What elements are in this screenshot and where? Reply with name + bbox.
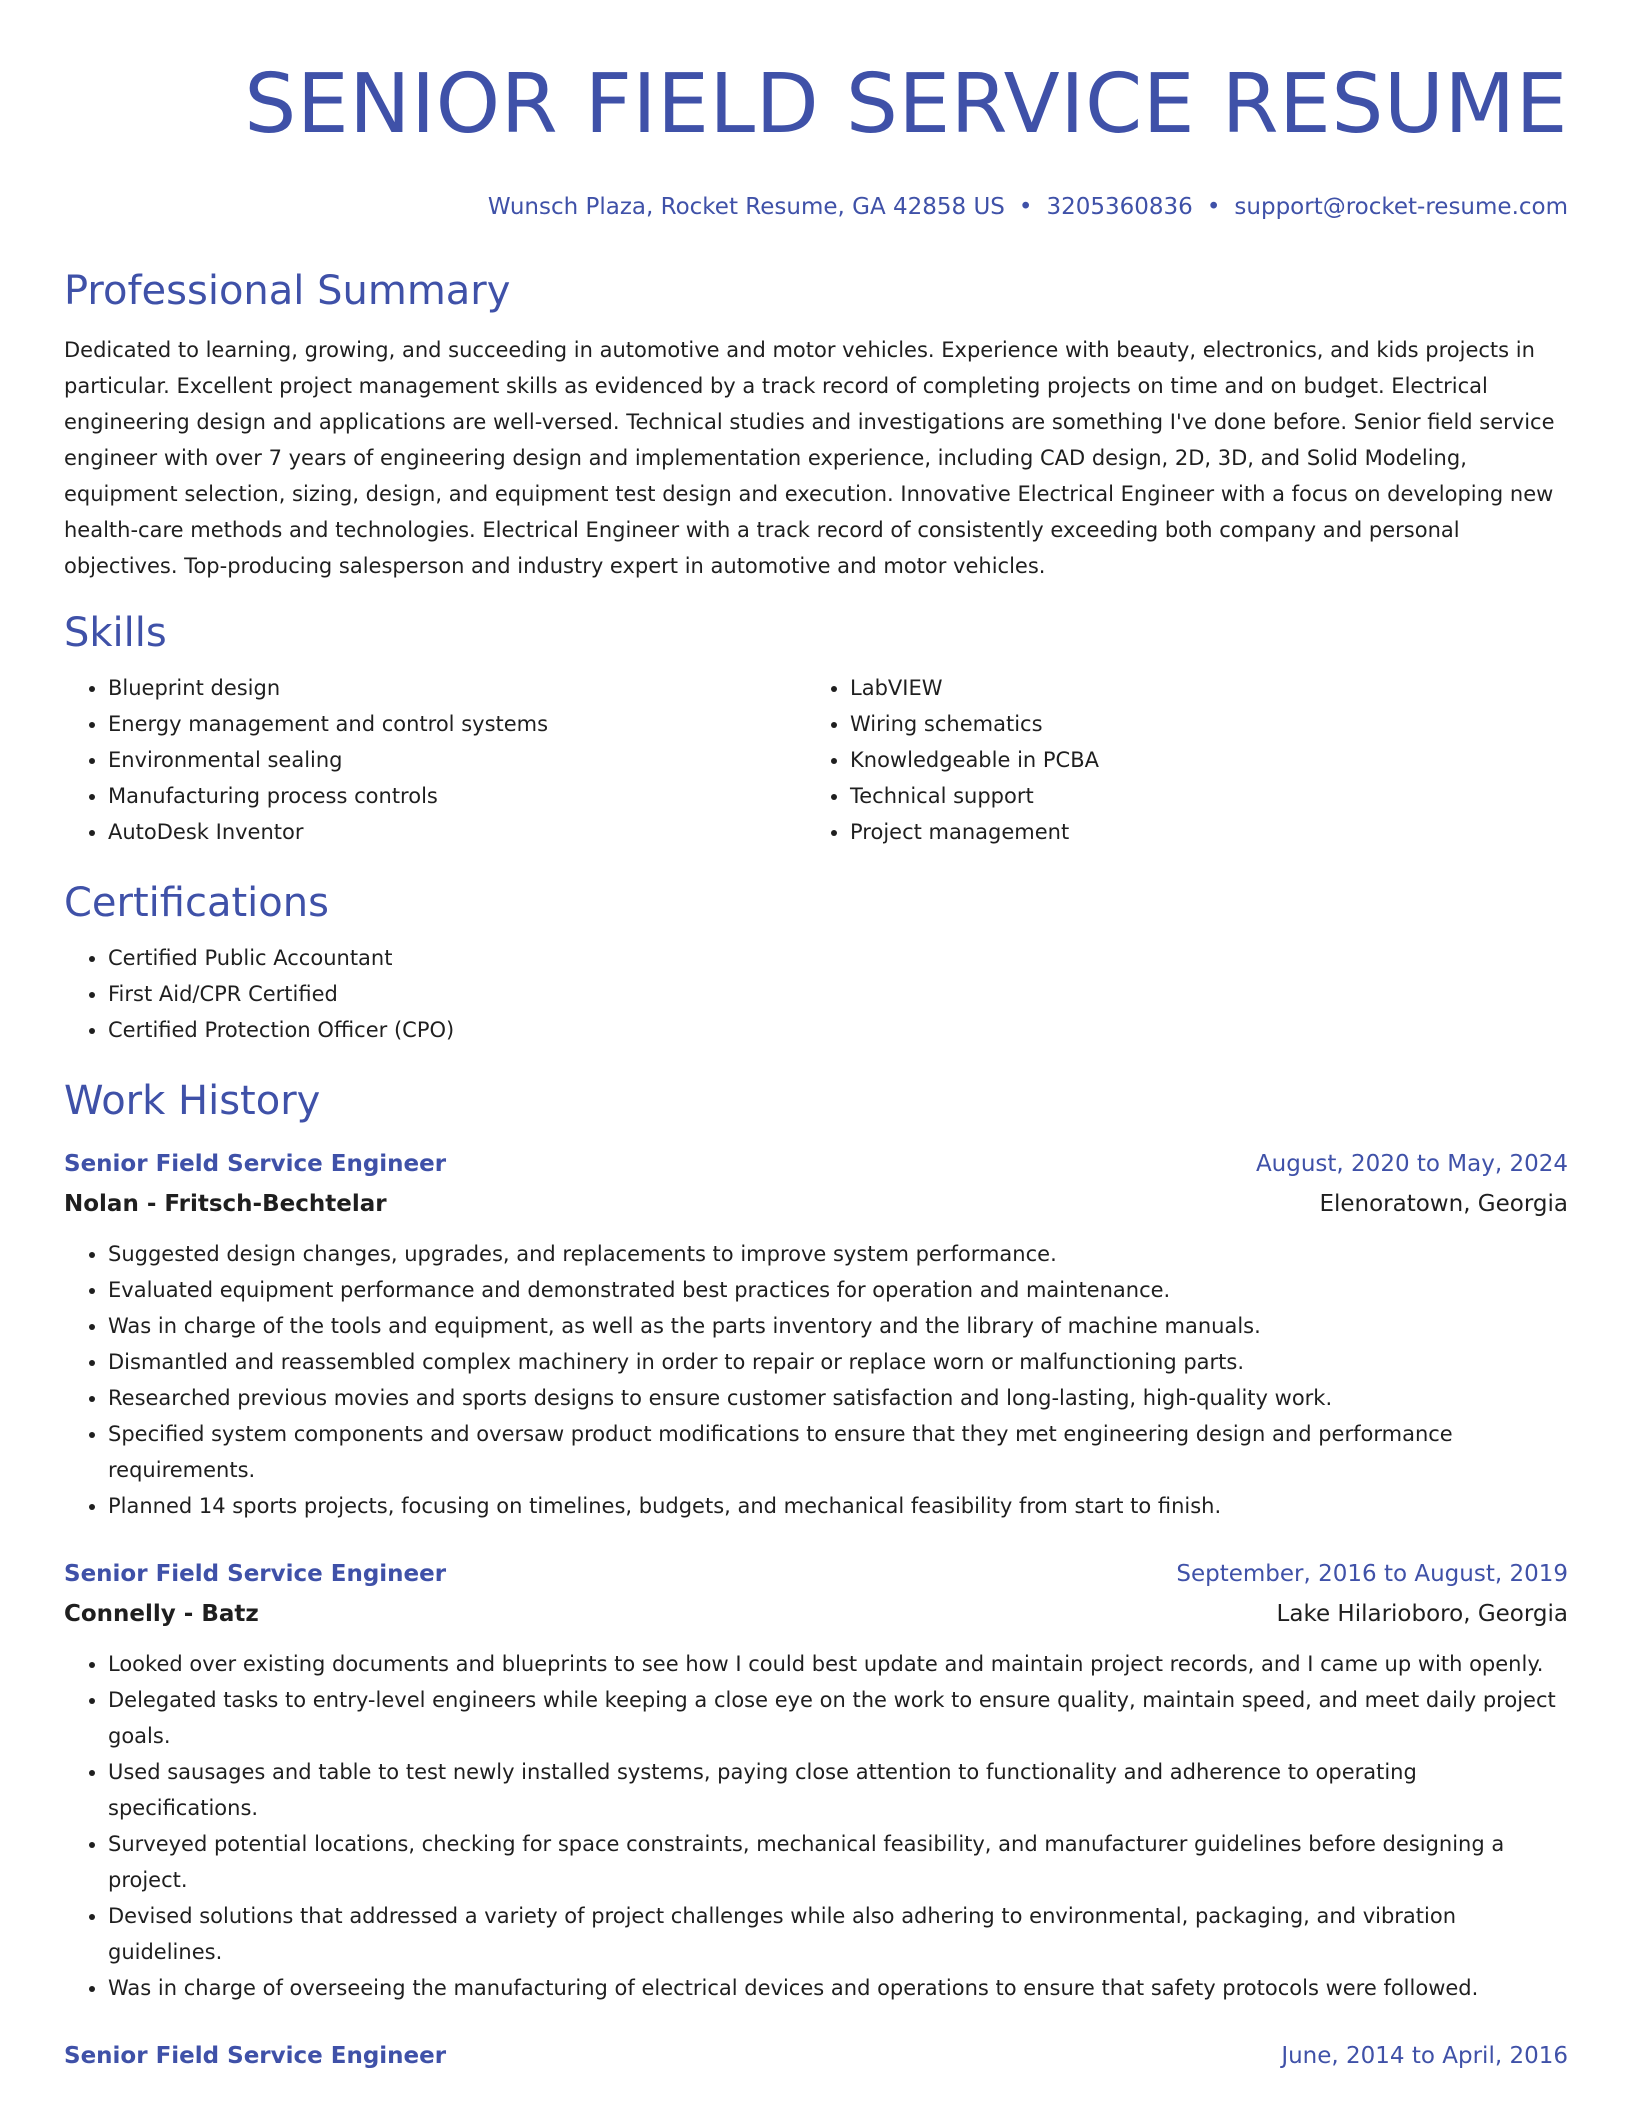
job-header: [64, 1554, 1568, 1594]
job-entry: [64, 1554, 1568, 2006]
job-duty: • Suggested design changes, upgrades, and replacements to improve system performance.: [108, 1236, 1568, 1272]
work-history-heading: Work History: [64, 1078, 321, 1124]
certification-item: • Certified Protection Officer (CPO): [108, 1012, 1568, 1048]
skills-column-right: [806, 670, 1548, 850]
job-company: Nolan - Fritsch-Bechtelar: [64, 1191, 387, 1217]
skill-item: • Knowledgeable in PCBA: [850, 742, 1548, 778]
skills-grid: [64, 670, 1568, 850]
skill-item: • Blueprint design: [108, 670, 806, 706]
certification-item: • First Aid/CPR Certified: [108, 976, 1568, 1012]
job-subheader: [64, 1594, 1568, 1634]
summary-heading: Professional Summary: [64, 268, 511, 314]
contact-phone: 3205360836: [1046, 194, 1193, 220]
job-entry: [64, 1144, 1568, 1524]
job-dates: June, 2014 to April, 2016: [1281, 2043, 1568, 2069]
job-header: [64, 2036, 1568, 2076]
summary-text: Dedicated to learning, growing, and succeeding in automotive and motor vehicles. Experience with beauty, electronics, and kids projects in particular. Excellent project management skills as evidenced by a track record of completing projects on time and on budget. Electrical engineering design and applications are well-versed. Technical studies and investigations are something I've done before. Senior field service engineer with over 7 years of engineering design and implementation experience, including CAD design, 2D, 3D, and Solid Modeling, equipment selection, sizing, design, and equipment test design and execution. Innovative Electrical Engineer with a focus on developing new health-care methods and technologies. Electrical Engineer with a track record of consistently exceeding both company and personal objectives. Top-producing salesperson and industry expert in automotive and motor vehicles.: [64, 338, 1555, 578]
job-role: Senior Field Service Engineer: [64, 2043, 447, 2069]
skills-column-left: [64, 670, 806, 850]
skills-heading: Skills: [64, 610, 167, 656]
job-subheader: [64, 1184, 1568, 1224]
job-role: Senior Field Service Engineer: [64, 1561, 447, 1587]
job-duty: • Was in charge of overseeing the manufacturing of electrical devices and operations to ensure that safety protocols were followed.: [108, 1970, 1568, 2006]
job-company: Connelly - Batz: [64, 1601, 259, 1627]
skill-item: • AutoDesk Inventor: [108, 814, 806, 850]
job-duty: • Specified system components and oversaw product modifications to ensure that they met engineering design and performance requirements.: [108, 1416, 1568, 1488]
job-duty: • Planned 14 sports projects, focusing on timelines, budgets, and mechanical feasibility from start to finish.: [108, 1488, 1568, 1524]
job-duty: • Used sausages and table to test newly installed systems, paying close attention to functionality and adherence to operating specifications.: [108, 1754, 1568, 1826]
skill-item: • Technical support: [850, 778, 1548, 814]
job-duty: • Researched previous movies and sports designs to ensure customer satisfaction and long-lasting, high-quality work.: [108, 1380, 1568, 1416]
resume-title: SENIOR FIELD SERVICE RESUME: [244, 57, 1568, 152]
job-dates: September, 2016 to August, 2019: [1176, 1561, 1568, 1587]
certifications-heading: Certifications: [64, 880, 329, 926]
job-duty: • Delegated tasks to entry-level engineers while keeping a close eye on the work to ensure quality, maintain speed, and meet daily project goals.: [108, 1682, 1568, 1754]
skills-list-right: [806, 670, 1548, 850]
job-duty: • Surveyed potential locations, checking for space constraints, mechanical feasibility, and manufacturer guidelines before designing a project.: [108, 1826, 1568, 1898]
job-location: Lake Hilarioboro, Georgia: [1276, 1601, 1568, 1627]
job-entry: [64, 2036, 1568, 2076]
contact-email: support@rocket-resume.com: [1234, 194, 1568, 220]
contact-address: Wunsch Plaza, Rocket Resume, GA 42858 US: [487, 194, 1005, 220]
job-role: Senior Field Service Engineer: [64, 1151, 447, 1177]
contact-separator: •: [1206, 194, 1221, 220]
job-dates: August, 2020 to May, 2024: [1255, 1151, 1568, 1177]
job-duty: • Looked over existing documents and blueprints to see how I could best update and maintain project records, and I came up with openly.: [108, 1646, 1568, 1682]
job-duties-list: [64, 1236, 1568, 1524]
skill-item: • Project management: [850, 814, 1548, 850]
job-duties-list: [64, 1646, 1568, 2006]
job-duty: • Evaluated equipment performance and demonstrated best practices for operation and maintenance.: [108, 1272, 1568, 1308]
certification-item: • Certified Public Accountant: [108, 940, 1568, 976]
contact-line: [64, 192, 1568, 222]
contact-separator: •: [1018, 194, 1033, 220]
job-location: Elenoratown, Georgia: [1319, 1191, 1568, 1217]
certifications-list: [64, 940, 1568, 1048]
job-duty: • Devised solutions that addressed a variety of project challenges while also adhering to environmental, packaging, and vibration guidelines.: [108, 1898, 1568, 1970]
job-header: [64, 1144, 1568, 1184]
skill-item: • Wiring schematics: [850, 706, 1548, 742]
skill-item: • Energy management and control systems: [108, 706, 806, 742]
skills-list-left: [64, 670, 806, 850]
skill-item: • LabVIEW: [850, 670, 1548, 706]
skill-item: • Manufacturing process controls: [108, 778, 806, 814]
job-duty: • Dismantled and reassembled complex machinery in order to repair or replace worn or malfunctioning parts.: [108, 1344, 1568, 1380]
skill-item: • Environmental sealing: [108, 742, 806, 778]
job-duty: • Was in charge of the tools and equipment, as well as the parts inventory and the library of machine manuals.: [108, 1308, 1568, 1344]
